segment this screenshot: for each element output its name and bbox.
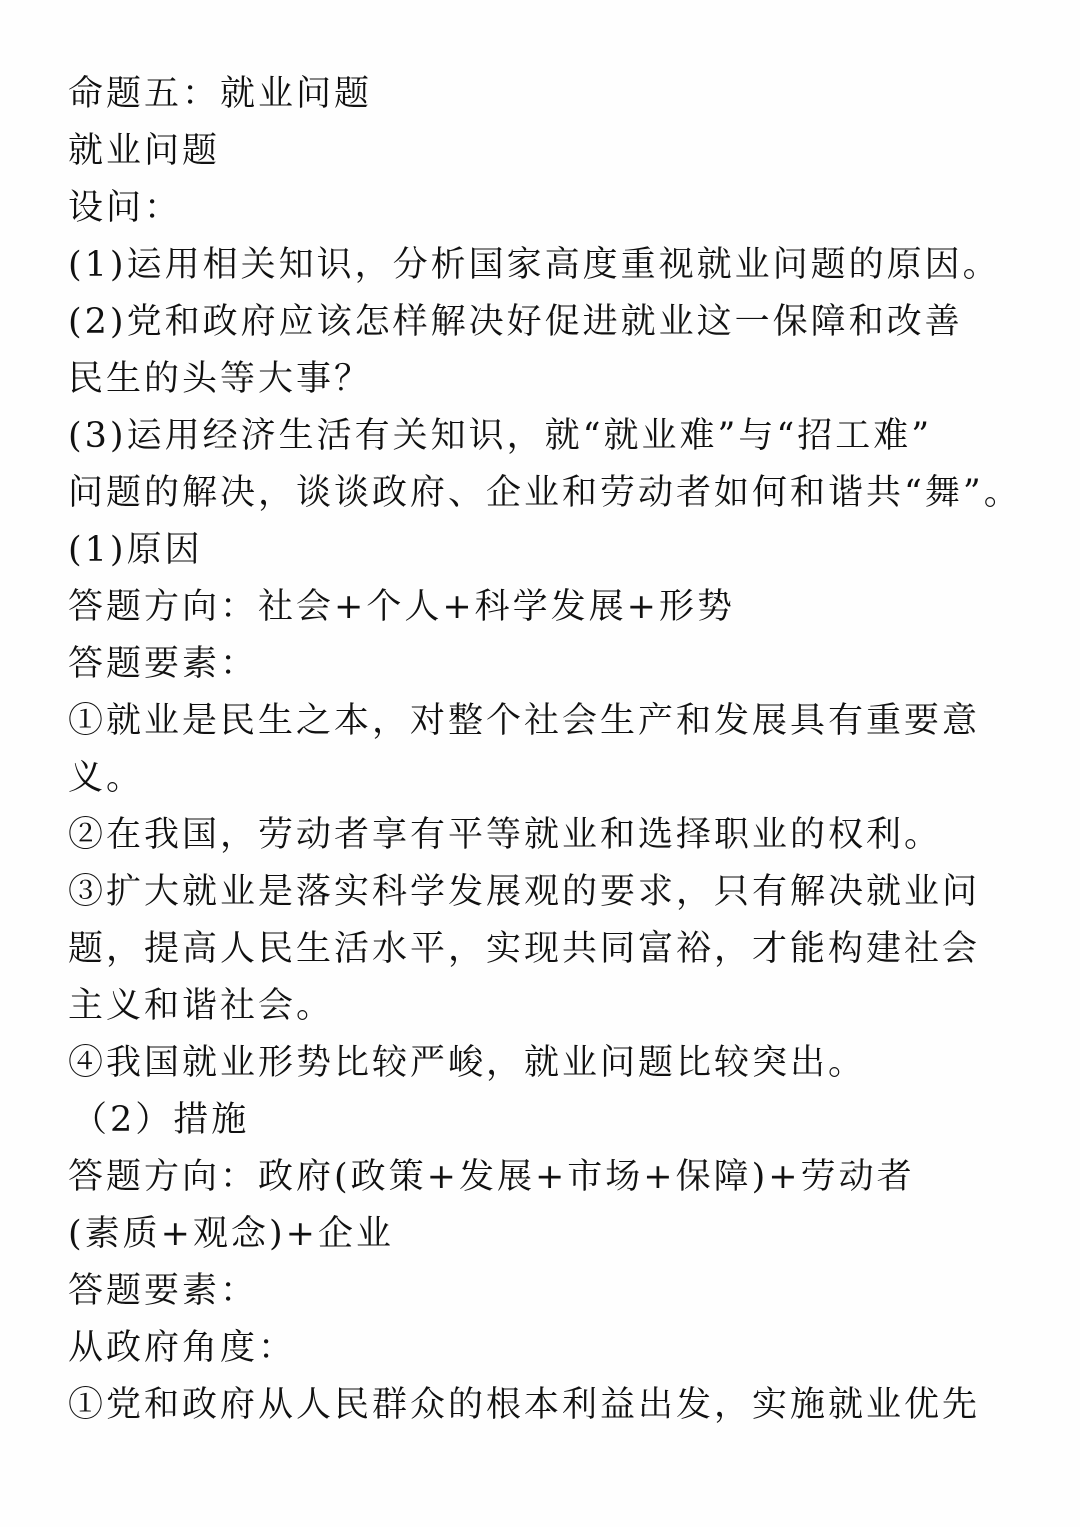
answer-direction-2-line-2: (素质+观念)+企业 xyxy=(68,1214,394,1254)
topic-title: 就业问题 xyxy=(68,131,221,171)
questions-label: 设问： xyxy=(68,188,183,228)
reason-1-line-1: ①就业是民生之本，对整个社会生产和发展具有重要意 xyxy=(68,701,981,741)
document-text xyxy=(68,66,1028,1434)
question-3-line-1: (3)运用经济生活有关知识，就“就业难”与“招工难” xyxy=(68,416,933,456)
answer-direction-2-line-1: 答题方向：政府(政策+发展+市场+保障)+劳动者 xyxy=(68,1157,915,1197)
reason-3-line-3: 主义和谐社会。 xyxy=(68,986,335,1026)
government-perspective-label: 从政府角度： xyxy=(68,1328,297,1368)
proposition-heading: 命题五：就业问题 xyxy=(68,74,373,114)
answer-elements-label-2: 答题要素： xyxy=(68,1271,259,1311)
question-3-line-2: 问题的解决，谈谈政府、企业和劳动者如何和谐共“舞”。 xyxy=(68,473,1022,513)
reason-2: ②在我国，劳动者享有平等就业和选择职业的权利。 xyxy=(68,815,943,855)
question-1: (1)运用相关知识，分析国家高度重视就业问题的原因。 xyxy=(68,245,1001,285)
answer-elements-label-1: 答题要素： xyxy=(68,644,259,684)
reason-1-line-2: 义。 xyxy=(68,758,145,798)
question-2-line-1: (2)党和政府应该怎样解决好促进就业这一保障和改善 xyxy=(68,302,963,342)
measure-1-line-1: ①党和政府从人民群众的根本利益出发，实施就业优先 xyxy=(68,1385,981,1425)
question-2-line-2: 民生的头等大事？ xyxy=(68,359,373,399)
reason-3-line-1: ③扩大就业是落实科学发展观的要求，只有解决就业问 xyxy=(68,872,981,912)
section-1-heading: (1)原因 xyxy=(68,530,203,570)
answer-direction-1: 答题方向：社会+个人+科学发展+形势 xyxy=(68,587,735,627)
section-2-heading: （2）措施 xyxy=(72,1100,250,1140)
reason-4: ④我国就业形势比较严峻，就业问题比较突出。 xyxy=(68,1043,867,1083)
reason-3-line-2: 题，提高人民生活水平，实现共同富裕，才能构建社会 xyxy=(68,929,981,969)
